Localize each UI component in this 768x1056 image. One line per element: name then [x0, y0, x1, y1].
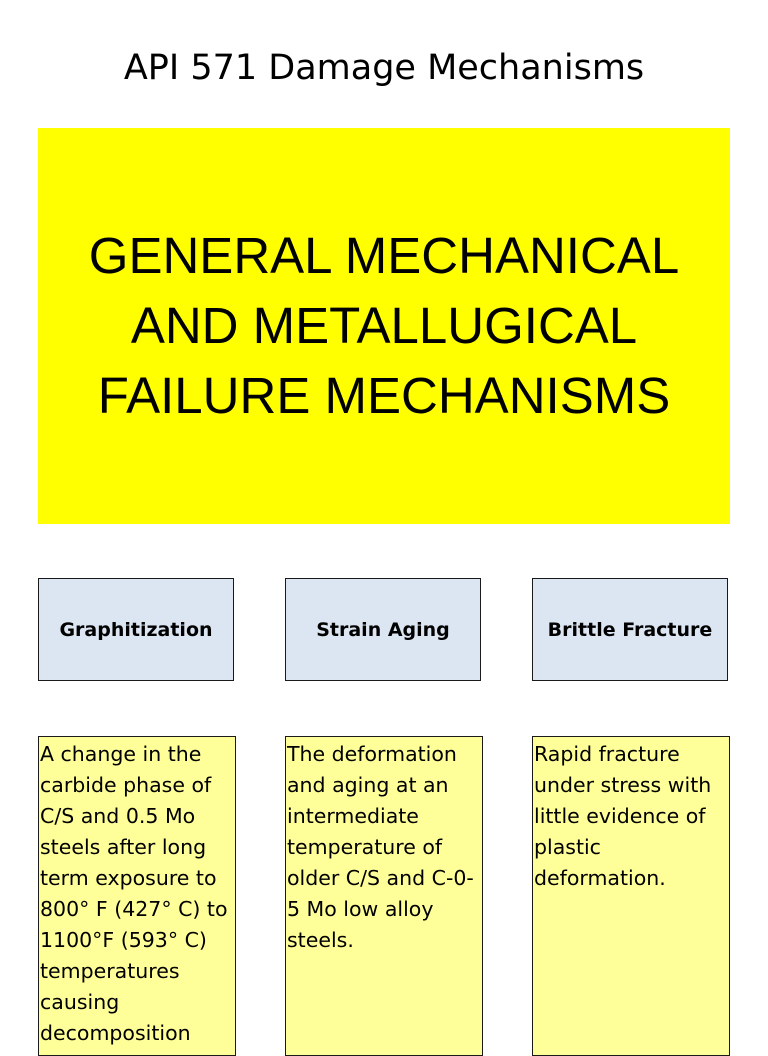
description-line: carbide phase of [40, 773, 212, 797]
description-line: steels. [287, 928, 354, 952]
banner-line: AND METALLUGICAL [130, 297, 638, 354]
description-line: and aging at an [287, 773, 449, 797]
description-line: C/S and 0.5 Mo [40, 804, 196, 828]
mechanism-description-brittle-fracture [532, 736, 730, 1056]
description-line: little evidence of [534, 804, 706, 828]
description-line: 800° F (427° C) to [40, 897, 228, 921]
description-line: under stress with [534, 773, 712, 797]
mechanism-heading-strain-aging: Strain Aging [285, 578, 481, 681]
section-banner [38, 128, 730, 524]
description-line: causing [40, 990, 120, 1014]
description-line: older C/S and C-0- [287, 866, 474, 890]
description-line: A change in the [40, 742, 202, 766]
description-line: plastic [534, 835, 601, 859]
description-line: 5 Mo low alloy [287, 897, 434, 921]
mechanism-description-graphitization [38, 736, 236, 1056]
banner-line: GENERAL MECHANICAL [88, 227, 680, 284]
description-line: term exposure to [40, 866, 217, 890]
mechanism-heading-graphitization: Graphitization [38, 578, 234, 681]
page-title: API 571 Damage Mechanisms [123, 48, 645, 88]
description-line: steels after long [40, 835, 207, 859]
description-line: intermediate [287, 804, 419, 828]
description-line: temperature of [287, 835, 443, 859]
description-line: deformation. [534, 866, 666, 890]
description-line: The deformation [287, 742, 457, 766]
mechanism-heading-brittle-fracture: Brittle Fracture [532, 578, 728, 681]
description-line: decomposition [40, 1021, 191, 1045]
description-line: 1100°F (593° C) [40, 928, 207, 952]
mechanism-description-strain-aging [285, 736, 483, 1056]
banner-line: FAILURE MECHANISMS [97, 367, 671, 424]
banner-heading [44, 221, 724, 431]
description-line: temperatures [40, 959, 180, 983]
description-line: Rapid fracture [534, 742, 680, 766]
